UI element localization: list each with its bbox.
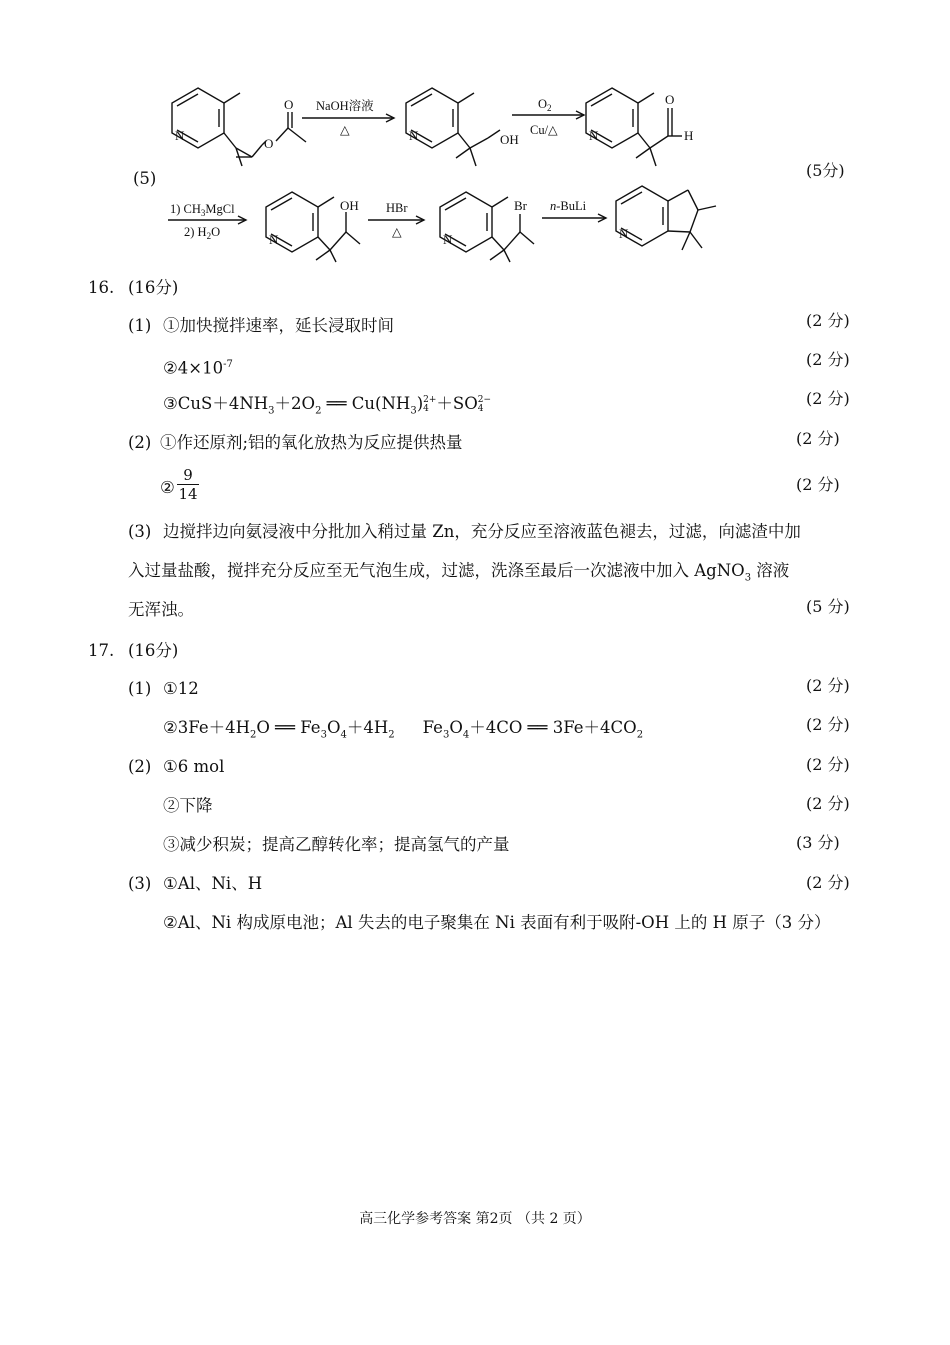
q16-p2-fraction: 9 14 <box>178 466 198 503</box>
q17-p3-label: (3) <box>128 874 152 893</box>
q16-p3-line2: 入过量盐酸，搅拌充分反应至无气泡生成，过滤，洗涤至最后一次滤液中加入 AgNO$_3$ 溶液 <box>128 561 790 584</box>
q16-p3-line1: 边搅拌边向氨浸液中分批加入稍过量 Zn，充分反应至溶液蓝色褪去，过滤，向滤渣中加 <box>163 522 801 541</box>
q16-p1-b-points: (2 分) <box>806 350 850 369</box>
q16-p1-a-points: (2 分) <box>806 311 850 330</box>
q17-p2-answer-a: ①6 mol <box>163 757 225 776</box>
atom-n: N <box>175 128 185 143</box>
q16-number: 16. <box>88 278 115 297</box>
q15-part5-label: (5) <box>133 169 157 188</box>
q17-p2-c-points: (3 分) <box>796 833 840 852</box>
q16-p1-answer-a: ①加快搅拌速率，延长浸取时间 <box>163 316 394 335</box>
q16-p2-b-points: (2 分) <box>796 475 840 494</box>
reaction-scheme <box>0 0 950 275</box>
reagent-heat: △ <box>392 225 402 239</box>
atom-n: N <box>443 232 453 247</box>
reagent-water: 2) $H_2O$ <box>184 225 221 241</box>
q16-p3-label: (3) <box>128 522 152 541</box>
q17-p1-a-points: (2 分) <box>806 676 850 695</box>
q17-p1-label: (1) <box>128 679 152 698</box>
q17-p2-label: (2) <box>128 757 152 776</box>
q17-p3-a-points: (2 分) <box>806 873 850 892</box>
reagent-cu-heat: Cu/△ <box>530 123 558 137</box>
q16-p2-a-points: (2 分) <box>796 429 840 448</box>
q15-part5-points: (5分) <box>806 161 845 180</box>
q17-p1-answer-a: ①12 <box>163 679 199 698</box>
reagent-naoh: NaOH溶液 <box>316 99 374 113</box>
atom-n: N <box>619 226 629 241</box>
q17-points: (16分) <box>128 641 179 660</box>
molecule-product <box>616 186 716 250</box>
q16-p2-label: (2) <box>128 433 152 452</box>
q17-p1-b-points: (2 分) <box>806 715 850 734</box>
reagent-grignard: 1) $CH_3MgCl$ <box>170 202 235 218</box>
q17-p2-b-points: (2 分) <box>806 794 850 813</box>
q17-p2-answer-b: ②下降 <box>163 796 213 815</box>
q16-p3-line3: 无浑浊。 <box>128 600 194 619</box>
q17-p1-answer-b: $②3Fe+4H_2O$ ══ $Fe_3O_4+4H_2$ $Fe_3O_4+4CO$ ══ $3Fe+4CO_2$ <box>163 718 644 741</box>
atom-n: N <box>409 128 419 143</box>
q16-points: (16分) <box>128 278 179 297</box>
q16-p1-answer-b: $②4\times 10^{-7}$ <box>163 358 233 378</box>
molecule-alcohol <box>406 88 500 166</box>
q17-p2-a-points: (2 分) <box>806 755 850 774</box>
atom-h: H <box>684 128 694 143</box>
reagent-o2: $O_2$ <box>538 97 552 113</box>
q16-p1-c-points: (2 分) <box>806 389 850 408</box>
atom-oh: OH <box>340 198 359 213</box>
page-footer: 高三化学参考答案 第2页 （共 2 页） <box>359 1211 591 1227</box>
reagent-nbuli: n-BuLi <box>550 199 587 213</box>
atom-oh: OH <box>500 132 519 147</box>
q17-p2-answer-c: ③减少积炭；提高乙醇转化率；提高氢气的产量 <box>163 835 510 854</box>
reagent-hbr: HBr <box>386 201 408 215</box>
q17-p3-answer-a: ①Al、Ni、H <box>163 874 263 893</box>
atom-o: O <box>665 92 675 107</box>
q16-p1-answer-c: $③CuS+4NH_3+2O_2$ ══ $Cu(NH_3)$ 2+ 4 ＋SO 2− 4 <box>163 394 492 417</box>
reagent-heat: △ <box>340 123 350 137</box>
atom-n: N <box>269 232 279 247</box>
atom-br: Br <box>514 198 527 213</box>
q17-number: 17. <box>88 641 115 660</box>
q17-p3-answer-b: ②Al、Ni 构成原电池；Al 失去的电子聚集在 Ni 表面有利于吸附-OH 上的 H 原子（3 分） <box>163 913 831 932</box>
atom-o: O <box>264 136 274 151</box>
q16-p2-answer-b-prefix: ② <box>160 478 175 497</box>
atom-n: N <box>589 128 599 143</box>
q16-p1-label: (1) <box>128 316 152 335</box>
q16-p3-points: (5 分) <box>806 597 850 616</box>
q16-p2-answer-a: ①作还原剂;铝的氧化放热为反应提供热量 <box>160 433 463 452</box>
atom-o: O <box>284 97 294 112</box>
